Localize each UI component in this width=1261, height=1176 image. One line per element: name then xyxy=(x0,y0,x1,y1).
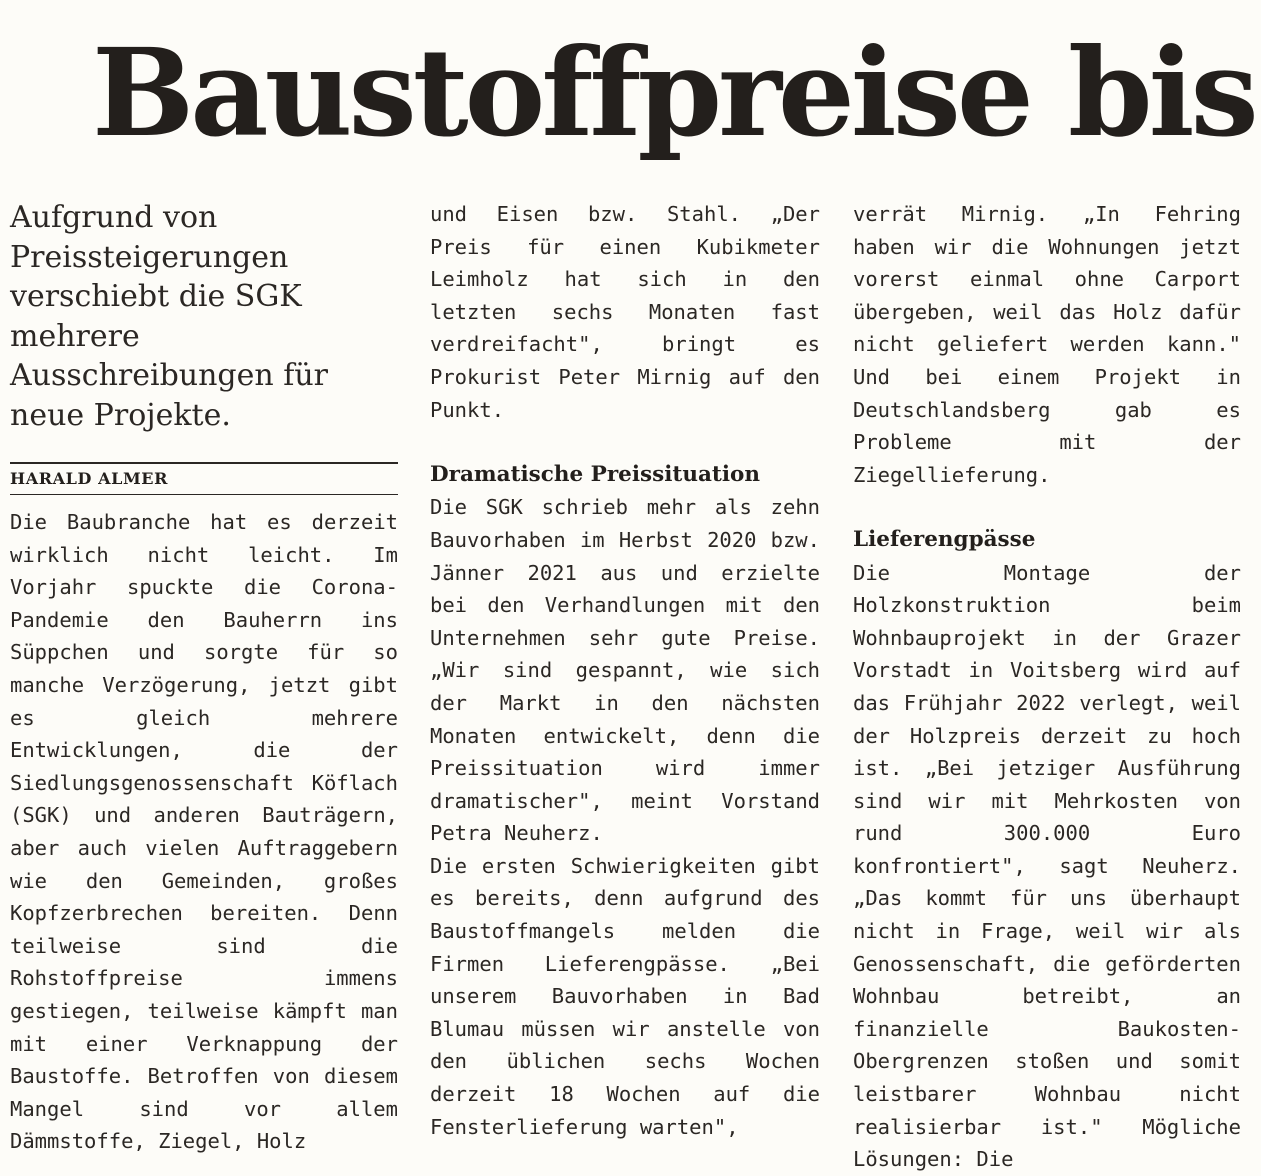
article-column-1 xyxy=(10,198,398,1158)
article-column-3 xyxy=(853,198,1241,1176)
body-paragraph: Die Baubranche hat es derzeit wirklich nicht leicht. Im Vorjahr spuckte die Corona-Pandemie den Bauherrn ins Süppchen und sorgte für so manche Verzögerung, jetzt gibt es gleich mehrere Entwicklungen, die der Siedlungsgenossenschaft Köflach (SGK) und anderen Bauträgern, aber auch vielen Auftraggebern wie den Gemeinden, großes Kopfzerbrechen bereiten. Denn teilweise sind die Rohstoffpreise immens gestiegen, teilweise kämpft man mit einer Verknappung der Baustoffe. Betroffen von diesem Mangel sind vor allem Dämmstoffe, Ziegel, Holz xyxy=(10,510,398,1154)
paragraph-gap xyxy=(853,491,1241,524)
lead-paragraph: Aufgrund von Preissteigerungen verschiebt die SGK mehrere Ausschreibungen für neue Projekte. xyxy=(10,200,329,433)
author-byline: HARALD ALMER xyxy=(10,462,398,494)
paragraph-gap xyxy=(430,426,820,459)
subheading: Dramatische Preissituation xyxy=(430,461,760,487)
body-paragraph: Die ersten Schwierigkeiten gibt es bereits, denn aufgrund des Baustoffmangels melden die Firmen Lieferengpässe. „Bei unserem Bauvorhaben in Bad Blumau müssen wir anstelle von den üblichen sechs Wochen derzeit 18 Wochen auf die Fensterlieferung warten", xyxy=(430,853,820,1139)
body-paragraph: und Eisen bzw. Stahl. „Der Preis für einen Kubikmeter Leimholz hat sich in den letzten sechs Monaten fast verdreifacht", bringt es Prokurist Peter Mirnig auf den Punkt. xyxy=(430,202,820,422)
body-paragraph: Die SGK schrieb mehr als zehn Bauvorhaben im Herbst 2020 bzw. Jänner 2021 aus und erzielte bei den Verhandlungen mit den Unternehmen sehr gute Preise. „Wir sind gespannt, wie sich der Markt in den nächsten Monaten entwickelt, denn die Preissituation wird immer dramatischer", meint Vorstand Petra Neuherz. xyxy=(430,495,820,846)
byline-rule xyxy=(10,494,398,495)
body-paragraph: Die Montage der Holzkonstruktion beim Wohnbauprojekt in der Grazer Vorstadt in Voitsberg wird auf das Frühjahr 2022 verlegt, weil der Holzpreis derzeit zu hoch ist. „Bei jetziger Ausführung sind wir mit Mehrkosten von rund 300.000 Euro konfrontiert", sagt Neuherz. „Das kommt für uns überhaupt nicht in Frage, weil wir als Genossenschaft, die geförderten Wohnbau betreibt, an finanzielle Baukosten-Obergrenzen stoßen und somit leistbarer Wohnbau nicht realisierbar ist." Mögliche Lösungen: Die xyxy=(853,560,1241,1172)
body-paragraph: verrät Mirnig. „In Fehring haben wir die Wohnungen jetzt vorerst einmal ohne Carport übergeben, weil das Holz dafür nicht geliefert werden kann." Und bei einem Projekt in Deutschlandsberg gab es Probleme mit der Ziegellieferung. xyxy=(853,202,1241,487)
headline: Baustoffpreise bis xyxy=(92,21,1255,164)
article-column-2 xyxy=(430,198,820,1143)
subheading: Lieferengpässe xyxy=(853,526,1036,552)
